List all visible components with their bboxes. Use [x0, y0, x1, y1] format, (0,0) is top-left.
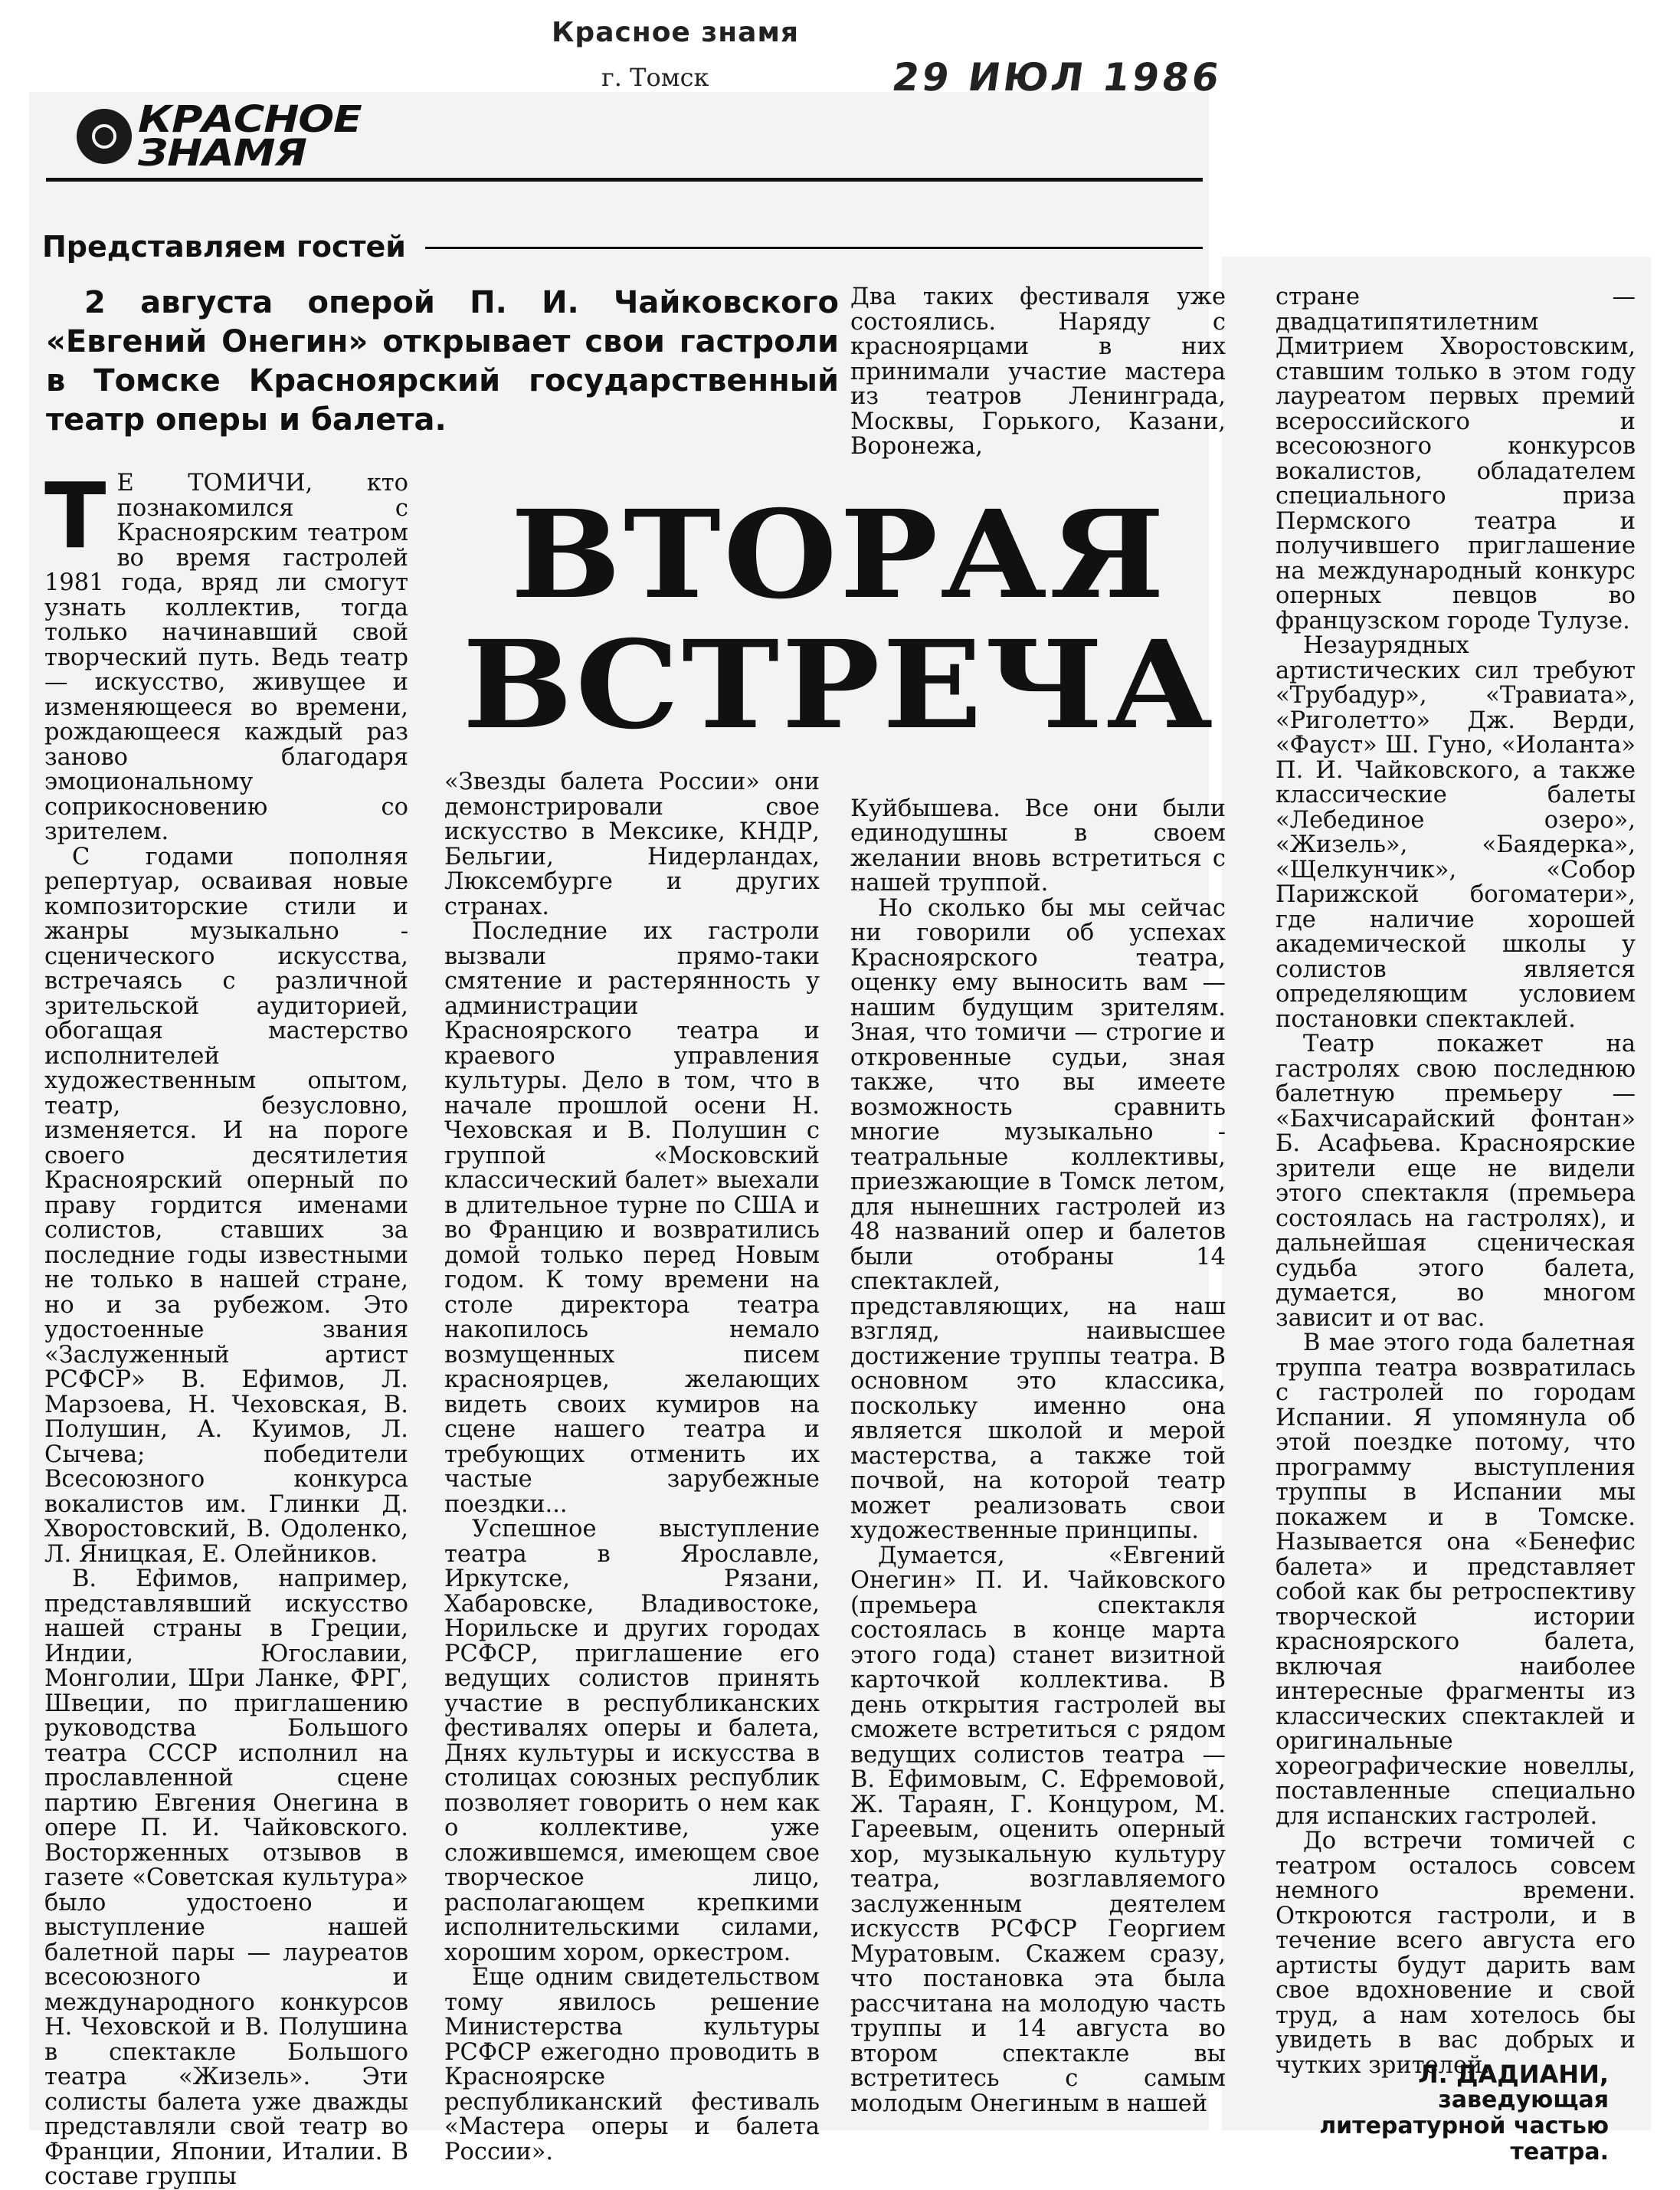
stamp-newspaper-name: Красное знамя — [552, 17, 800, 48]
headline-line-2: ВСТРЕЧА — [462, 615, 1216, 756]
stamp-date: 29 ИЮЛ 1986 — [889, 55, 1225, 100]
paragraph: Но сколько бы мы сейчас ни говорили об успехах Красноярского театра, оценку ему выносить вам — нашим будущим зрителям. Зная, что томичи — строгие и откровенные судьи, зная также, что вы имеете возможность сравнить многие музыкально - театральные коллективы, приезжающие в Томск летом, для нынешних гастролей из 48 названий опер и балетов были отобраны 14 спектаклей, представляющих, на наш взгляд, наивысшее достижение труппы театра. В основном это классика, поскольку именно она является школой и мерой мастерства, а также той почвой, на которой театр может реализовать свои художественные принципы. — [850, 894, 1226, 1544]
rubric-rule — [425, 247, 1203, 249]
author-name: Л. ДАДИАНИ, — [1418, 2060, 1609, 2089]
paragraph: Еще одним свидетельством тому явилось решение Министерства культуры РСФСР ежегодно проводить в Красноярске республиканский фестиваль «Мастера оперы и балета России». — [444, 1964, 820, 2165]
masthead-rule — [46, 178, 1203, 182]
paragraph: стране — двадцатипятилетним Дмитрием Хворостовским, ставшим только в этом году лауреатом первых премий всероссийского и всесоюзного конкурсов вокалистов, обладателем специального приза Пермского театра и получившего приглашение на международный конкурс оперных певцов во французском городе Тулузе. — [1276, 284, 1636, 634]
paragraph: Два таких фестиваля уже состоялись. Наряду с красноярцами в них принимали участие мастера из театров Ленинграда, Москвы, Горького, Казани, Воронежа, — [850, 284, 1226, 460]
paragraph: «Звезды балета России» они демонстрировали свое искусство в Мексике, КНДР, Бельгии, Нидерландах, Люксембурге и других странах. — [444, 769, 820, 920]
logo-line-1: КРАСНОЕ — [138, 97, 362, 141]
author-signature — [1272, 2061, 1609, 2165]
paragraph: Успешное выступление театра в Ярославле, Иркутске, Рязани, Хабаровске, Владивостоке, Норильске и других городах РСФСР, приглашение его ведущих солистов принять участие в республиканских фестивалях оперы и балета, Днях культуры и искусства в столицах союзных республик позволяет говорить о нем как о коллективе, уже сложившемся, имеющем свое творческое лицо, располагающем крепкими исполнительскими силами, хорошим хором, оркестром. — [444, 1516, 820, 1966]
headline-line-1: ВТОРАЯ — [510, 484, 1167, 626]
order-emblem-icon — [77, 109, 132, 164]
paragraph: Куйбышева. Все они были единодушны в своем желании вновь встретиться с нашей труппой. — [850, 795, 1226, 897]
stamp-city: г. Томск — [601, 63, 709, 92]
article-lead: 2 августа оперой П. И. Чайковского «Евгений Онегин» открывает свои гастроли в Томске Красноярский государственный театр оперы и балета. — [46, 285, 839, 438]
paragraph: Театр покажет на гастролях свою последнюю балетную премьеру — «Бахчисарайский фонтан» Б. Асафьева. Красноярские зрители еще не видели этого спектакля (премьера состоялась на гастролях), и дальнейшая сценическая судьба этого балета, думается, во многом зависит и от вас. — [1276, 1031, 1636, 1332]
rubric-heading: Представляем гостей — [42, 230, 406, 264]
paragraph: С годами пополняя репертуар, осваивая новые композиторские стили и жанры музыкально - сценического искусства, встречаясь с различной зрительской аудиторией, обогащая мастерство исполнителей художественным опытом, театр, безусловно, изменяется. И на пороге своего десятилетия Красноярский оперный по праву гордится именами солистов, ставших за последние годы известными не только в нашей стране, но и за рубежом. Это удостоенные звания «Заслуженный артист РСФСР» В. Ефимов, Л. Марзоева, Н. Чеховская, В. Полушин, А. Куимов, Л. Сычева; победители Всесоюзного конкурса вокалистов им. Глинки Д. Хворостовский, В. Одоленко, Л. Яницкая, Е. Олейников. — [44, 843, 408, 1568]
newspaper-logo — [77, 97, 362, 175]
paragraph: В. Ефимов, например, представлявший искусство нашей страны в Греции, Индии, Югославии, Монголии, Шри Ланке, ФРГ, Швеции, по приглашению руководства Большого театра СССР исполнил на прославленной сцене партию Евгения Онегина в опере П. И. Чайковского. Восторженных отзывов в газете «Советская культура» было удостоено и выступление нашей балетной пары — лауреатов всесоюзного и международного конкурсов Н. Чеховской и В. Полушина в спектакле Большого театра «Жизель». Эти солисты балета уже дважды представляли свой театр во Франции, Японии, Италии. В составе группы — [44, 1565, 408, 2190]
paragraph: Т Е ТОМИЧИ, кто познакомился с Красноярским театром во время гастролей 1981 года, вряд ли смогут узнать коллектив, тогда только начинавший свой творческий путь. Ведь театр — искусство, живущее и изменяющееся во времени, рождающееся каждый раз заново благодаря эмоциональному соприкосновению со зрителем. — [44, 463, 408, 845]
paragraph: До встречи томичей с театром осталось совсем немного времени. Откроются гастроли, и в течение всего августа его артисты будут дарить вам свое вдохновение и свой труд, а нам хотелось бы увидеть в вас добрых и чутких зрителей. — [1276, 1828, 1636, 2079]
drop-cap: Т — [44, 463, 106, 569]
article-column-1 — [44, 463, 408, 2190]
article-column-4 — [1276, 285, 1636, 2078]
article-column-2 — [444, 770, 820, 2165]
logo-line-2: ЗНАМЯ — [138, 132, 306, 175]
logo-text — [138, 97, 362, 175]
article-column-3 — [850, 285, 1226, 2116]
paragraph: Последние их гастроли вызвали прямо-таки смятение и растерянность у администрации Красноярского театра и краевого управления культуры. Дело в том, что в начале прошлой осени Н. Чеховская и В. Полушин с группой «Московский классический балет» выехали в длительное турне по США и во Францию и возвратились домой только перед Новым годом. К тому времени на столе директора театра накопилось немало возмущенных писем красноярцев, желающих видеть своих кумиров на сцене нашего театра и требующих отменить их частые зарубежные поездки... — [444, 918, 820, 1518]
paragraph: Думается, «Евгений Онегин» П. И. Чайковского (премьера спектакля состоялась в конце марта этого года) станет визитной карточкой коллектива. В день открытия гастролей вы сможете встретиться с рядом ведущих солистов театра — В. Ефимовым, С. Ефремовой, Ж. Тараян, Г. Концуром, М. Гареевым, оценить оперный хор, музыкальную культуру театра, возглавляемого заслуженным деятелем искусств РСФСР Георгием Муратовым. Скажем сразу, что постановка эта была рассчитана на молодую часть труппы и 14 августа во втором спектакле вы встретитесь с самым молодым Онегиным в нашей — [850, 1542, 1226, 2117]
paragraph: Незаурядных артистических сил требуют «Трубадур», «Травиата», «Риголетто» Дж. Верди, «Фауст» Ш. Гуно, «Иоланта» П. И. Чайковского, а также классические балеты «Лебединое озеро», «Жизель», «Баядерка», «Щелкунчик», «Собор Парижской богоматери», где наличие хорошей академической школы у солистов является определяющим условием постановки спектаклей. — [1276, 632, 1636, 1033]
author-role: заведующая литературной частью театра. — [1319, 2087, 1609, 2165]
paragraph: В мае этого года балетная труппа театра возвратилась с гастролей по городам Испании. Я упомянула об этой поездке потому, что программу выступления труппы в Испании мы покажем и в Томске. Называется она «Бенефис балета» и представляет собой как бы ретроспективу творческой истории красноярского балета, включая наиболее интересные фрагменты из классических спектаклей и оригинальные хореографические новеллы, поставленные специально для испанских гастролей. — [1276, 1329, 1636, 1830]
